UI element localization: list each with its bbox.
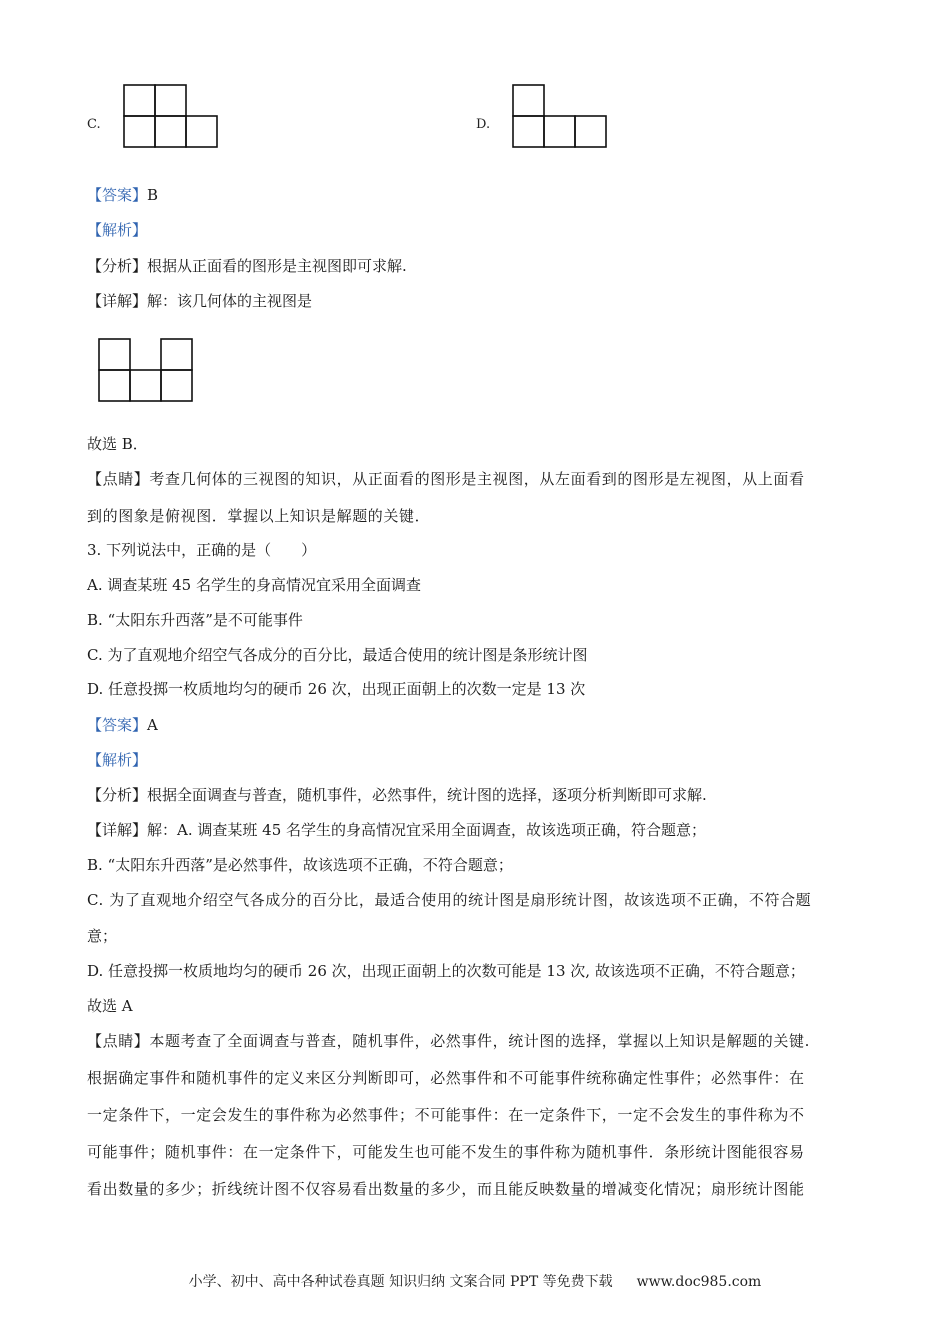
xiangjie-text: 解：A. 调查某班 45 名学生的身高情况宜采用全面调查，故该选项正确，符合题意； bbox=[147, 821, 707, 839]
option-c-cell bbox=[155, 85, 186, 116]
q2-dianjing-1 bbox=[87, 469, 805, 489]
option-d-cell bbox=[513, 116, 544, 147]
main-view-cell bbox=[99, 339, 130, 370]
q3-dianjing-4: 可能事件；随机事件：在一定条件下，可能发生也可能不发生的事件称为随机事件．条形统计图能很容易 bbox=[87, 1143, 805, 1161]
q2-answer bbox=[87, 185, 158, 205]
option-d-cell bbox=[544, 116, 575, 147]
q3-detail-c-2: 意； bbox=[87, 927, 118, 945]
q3-stem: 3. 下列说法中，正确的是（ ） bbox=[87, 541, 317, 559]
answer-value: B bbox=[147, 186, 159, 204]
q3-option-a: A. 调查某班 45 名学生的身高情况宜采用全面调查 bbox=[87, 576, 421, 594]
option-c-figure bbox=[123, 84, 219, 148]
q3-answer bbox=[87, 715, 158, 735]
answer-tag: 【答案】 bbox=[87, 186, 148, 204]
main-view-cell bbox=[161, 339, 192, 370]
main-view-figure bbox=[98, 338, 194, 402]
xiangjie-tag: 【详解】 bbox=[87, 292, 148, 310]
q3-option-d: D. 任意投掷一枚质地均匀的硬币 26 次，出现正面朝上的次数一定是 13 次 bbox=[87, 680, 586, 698]
option-c-cell bbox=[186, 116, 217, 147]
main-view-cell bbox=[99, 370, 130, 401]
q3-analysis-heading bbox=[87, 750, 147, 770]
q3-dianjing-3: 一定条件下，一定会发生的事件称为必然事件；不可能事件：在一定条件下，一定不会发生的事件称为不 bbox=[87, 1106, 805, 1124]
dianjing-tag: 【点睛】 bbox=[87, 1032, 150, 1050]
q2-dianjing-2: 到的图象是俯视图．掌握以上知识是解题的关键． bbox=[87, 507, 431, 525]
answer-tag: 【答案】 bbox=[87, 716, 148, 734]
fenxi-tag: 【分析】 bbox=[87, 257, 148, 275]
dianjing-tag: 【点睛】 bbox=[87, 470, 150, 488]
option-c-label: C. bbox=[87, 117, 101, 132]
fenxi-text: 根据从正面看的图形是主视图即可求解. bbox=[147, 257, 407, 275]
analysis-tag: 【解析】 bbox=[87, 751, 148, 769]
q3-detail-d: D. 任意投掷一枚质地均匀的硬币 26 次，出现正面朝上的次数可能是 13 次, 故该选项不正确，不符合题意； bbox=[87, 962, 805, 980]
option-c-cell bbox=[124, 85, 155, 116]
main-view-cell bbox=[130, 370, 161, 401]
option-d-label: D. bbox=[476, 117, 491, 132]
q2-analysis-heading bbox=[87, 220, 147, 240]
q3-fenxi bbox=[87, 785, 707, 805]
q3-option-b: B. “太阳东升西落”是不可能事件 bbox=[87, 611, 303, 629]
q3-detail-c-1: C. 为了直观地介绍空气各成分的百分比，最适合使用的统计图是扇形统计图，故该选项不正确，不符合题 bbox=[87, 891, 812, 909]
analysis-tag: 【解析】 bbox=[87, 221, 148, 239]
q3-dianjing-2: 根据确定事件和随机事件的定义来区分判断即可，必然事件和不可能事件统称确定性事件；必然事件：在 bbox=[87, 1069, 805, 1087]
q3-dianjing-5: 看出数量的多少；折线统计图不仅容易看出数量的多少，而且能反映数量的增减变化情况；扇形统计图能 bbox=[87, 1180, 805, 1198]
option-d-figure bbox=[512, 84, 608, 148]
xiangjie-text: 解：该几何体的主视图是 bbox=[147, 292, 313, 310]
option-c-cell bbox=[124, 116, 155, 147]
option-c-cell bbox=[155, 116, 186, 147]
q2-fenxi bbox=[87, 256, 407, 276]
footer-text: 小学、初中、高中各种试卷真题 知识归纳 文案合同 PPT 等免费下载 bbox=[188, 1274, 613, 1290]
fenxi-tag: 【分析】 bbox=[87, 786, 148, 804]
answer-value: A bbox=[147, 716, 158, 734]
xiangjie-tag: 【详解】 bbox=[87, 821, 148, 839]
dianjing-text: 本题考查了全面调查与普查，随机事件，必然事件，统计图的选择，掌握以上知识是解题的关键. bbox=[149, 1032, 810, 1050]
q2-choose: 故选 B． bbox=[87, 435, 148, 453]
q3-choose: 故选 A bbox=[87, 997, 133, 1015]
q2-xiangjie bbox=[87, 291, 312, 311]
option-d-cell bbox=[575, 116, 606, 147]
option-d-cell bbox=[513, 85, 544, 116]
q3-option-c: C. 为了直观地介绍空气各成分的百分比，最适合使用的统计图是条形统计图 bbox=[87, 646, 588, 664]
page-footer bbox=[0, 1271, 950, 1291]
dianjing-text: 考查几何体的三视图的知识，从正面看的图形是主视图，从左面看到的图形是左视图，从上面看 bbox=[149, 470, 805, 488]
q3-dianjing-1 bbox=[87, 1031, 810, 1051]
main-view-cell bbox=[161, 370, 192, 401]
q3-xiangjie bbox=[87, 820, 706, 840]
q3-detail-b: B. “太阳东升西落”是必然事件，故该选项不正确，不符合题意； bbox=[87, 856, 513, 874]
fenxi-text: 根据全面调查与普查，随机事件，必然事件，统计图的选择，逐项分析判断即可求解. bbox=[147, 786, 707, 804]
footer-url[interactable]: www.doc985.com bbox=[636, 1274, 762, 1290]
